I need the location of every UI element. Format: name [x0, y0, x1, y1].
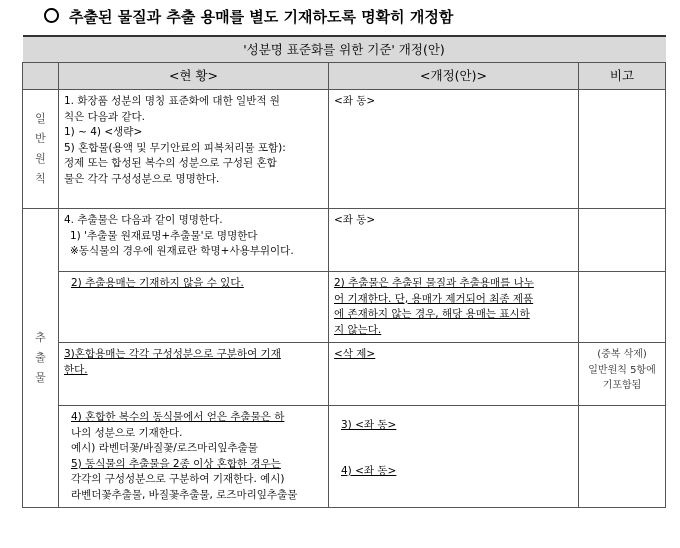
text-line: 지 않는다.: [334, 323, 382, 336]
table-row: [23, 406, 666, 508]
text-line: ※동식물의 경우에 원재료란 학명+사용부위이다.: [70, 245, 294, 257]
text-line: 칙은 다음과 같다.: [64, 110, 146, 123]
revised-cell: [329, 90, 579, 209]
current-cell: [59, 343, 329, 406]
column-header-row: [23, 63, 666, 90]
text-line: 4) 혼합한 복수의 동식물에서 얻은 추출물은 하: [71, 411, 285, 423]
table-row: [23, 90, 666, 209]
text-line: <좌 동>: [334, 214, 376, 226]
text-line: 정제 또는 합성된 복수의 성분으로 구성된 혼합: [64, 157, 277, 169]
revised-cell: [329, 406, 579, 508]
text-line: 어 기재한다. 단, 용매가 제거되어 최종 제품: [334, 292, 534, 305]
text-line: 5) 동식물의 추출물을 2종 이상 혼합한 경우는: [71, 457, 281, 470]
current-cell: [59, 209, 329, 272]
section-label-general: [23, 90, 59, 209]
revised-cell: [329, 272, 579, 343]
column-header-revised: <개정(안)>: [329, 63, 579, 90]
remarks-cell: [579, 343, 666, 406]
table-title: '성분명 표준화를 위한 기준' 개정(안): [23, 36, 666, 63]
text-line: 1) '추출물 원재료명+추출물'로 명명한다: [70, 229, 258, 242]
text-line: 일반원칙 5항에: [588, 364, 656, 376]
text-line: 에 존재하지 않는 경우, 해당 용매는 표시하: [334, 308, 530, 320]
text-line: 3)혼합용매는 각각 구성성분으로 구분하여 기재: [64, 348, 281, 360]
text-line: (중복 삭제): [597, 349, 647, 360]
text-line: 각각의 구성성분으로 구분하여 기재한다. 예시): [71, 473, 285, 485]
table-row: [23, 343, 666, 406]
current-cell: [59, 90, 329, 209]
current-cell: [59, 406, 329, 508]
remarks-cell: [579, 209, 666, 272]
revision-comparison-table: [22, 35, 666, 508]
header-blank-cell: [23, 63, 59, 90]
remarks-cell: [579, 90, 666, 209]
circle-bullet-icon: [44, 8, 59, 23]
remarks-cell: [579, 406, 666, 508]
table-title-row: [23, 36, 666, 63]
text-line: 1. 화장품 성분의 명칭 표준화에 대한 일반적 원: [64, 95, 280, 107]
revised-cell: [329, 209, 579, 272]
text-line: 1) ~ 4) <생략>: [64, 126, 143, 138]
section-label-extract: [23, 209, 59, 508]
text-line: [71, 410, 323, 426]
text-line: 3) <좌 동>: [341, 419, 397, 431]
table-row: [23, 209, 666, 272]
section-label-general-text: 일 반 원 칙: [35, 112, 46, 185]
section-heading: [44, 6, 453, 27]
text-line: 5) 혼합물(용액 및 무기안료의 피복처리물 포함):: [64, 141, 286, 154]
text-line: 나의 성분으로 기재한다.: [71, 426, 183, 439]
text-line: <좌 동>: [334, 95, 376, 107]
column-header-current: <현 황>: [59, 63, 329, 90]
text-line: [71, 457, 323, 473]
text-line: 기포함됨: [602, 380, 642, 391]
revised-cell: [329, 343, 579, 406]
remarks-cell: [579, 272, 666, 343]
section-label-extract-text: 추 출 물: [35, 331, 46, 384]
column-header-remarks: 비고: [579, 63, 666, 90]
text-line: 라벤더꽃추출물, 바질꽃추출물, 로즈마리잎추출물: [71, 488, 298, 501]
text-line: 4. 추출물은 다음과 같이 명명한다.: [64, 214, 223, 226]
text-line: 한다.: [64, 363, 88, 376]
text-line: <삭 제>: [334, 348, 376, 360]
text-line: 2) 추출용매는 기재하지 않을 수 있다.: [71, 277, 244, 289]
text-line: 4) <좌 동>: [341, 464, 397, 477]
heading-text: 추출된 물질과 추출 용매를 별도 기재하도록 명확히 개정함: [69, 8, 454, 26]
current-cell: [59, 272, 329, 343]
text-line: 예시) 라벤더꽃/바질꽃/로즈마리잎추출물: [71, 442, 258, 454]
text-line: 2) 추출물은 추출된 물질과 추출용매를 나누: [334, 277, 534, 289]
table-row: [23, 272, 666, 343]
text-line: 물은 각각 구성성분으로 명명한다.: [64, 172, 220, 185]
